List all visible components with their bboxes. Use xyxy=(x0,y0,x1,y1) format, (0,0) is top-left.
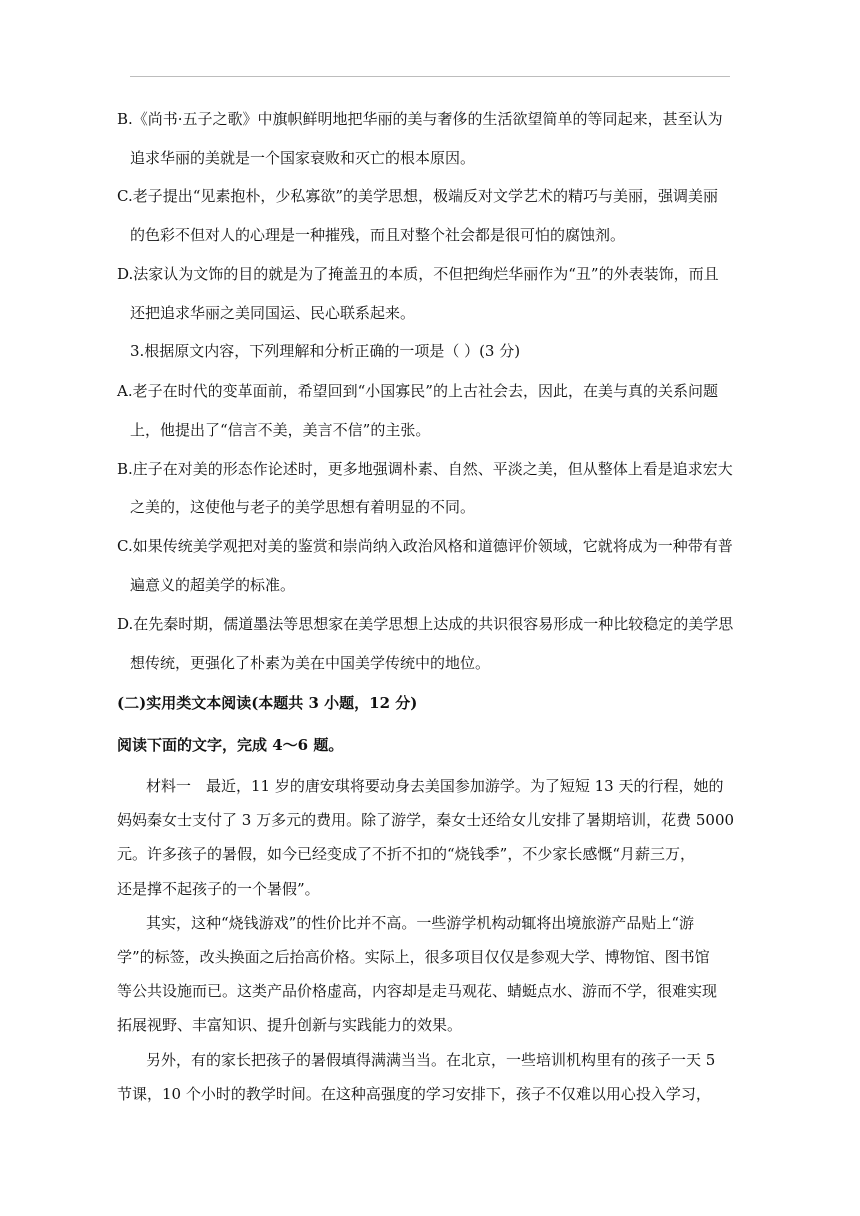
para-2-line-4: 拓展视野、丰富知识、提升创新与实践能力的效果。 xyxy=(117,1016,463,1034)
para-1-line-2: 妈妈秦女士支付了 3 万多元的费用。除了游学，秦女士还给女儿安排了暑期培训，花费 5000 xyxy=(117,811,735,829)
reading-instruction: 阅读下面的文字，完成 4～6 题。 xyxy=(117,736,344,754)
q3-option-b-line-2: 之美的，这使他与老子的美学思想有着明显的不同。 xyxy=(130,498,476,516)
q3-option-c-line-2: 遍意义的超美学的标准。 xyxy=(130,576,296,594)
q3-option-d-line-2: 想传统，更强化了朴素为美在中国美学传统中的地位。 xyxy=(130,654,491,672)
para-2-line-3: 等公共设施而已。这类产品价格虚高，内容却是走马观花、蜻蜓点水、游而不学，很难实现 xyxy=(117,982,718,1000)
section-title: (二)实用类文本阅读(本题共 3 小题，12 分) xyxy=(117,694,418,712)
q3-option-b-line-1: B.庄子在对美的形态作论述时，更多地强调朴素、自然、平淡之美，但从整体上看是追求宏大 xyxy=(117,460,733,478)
q2-option-c-line-1: C.老子提出“见素抱朴，少私寡欲”的美学思想，极端反对文学艺术的精巧与美丽，强调美丽 xyxy=(117,187,719,205)
para-3-line-2: 节课，10 个小时的教学时间。在这种高强度的学习安排下，孩子不仅难以用心投入学习， xyxy=(117,1085,711,1103)
q2-option-d-line-2: 还把追求华丽之美同国运、民心联系起来。 xyxy=(130,304,416,322)
para-1-line-4: 还是撑不起孩子的一个暑假”。 xyxy=(117,880,320,898)
q3-option-c-line-1: C.如果传统美学观把对美的鉴赏和崇尚纳入政治风格和道德评价领域，它就将成为一种带有普 xyxy=(117,537,733,555)
para-1-line-3: 元。许多孩子的暑假，如今已经变成了不折不扣的“烧钱季”，不少家长感慨“月薪三万， xyxy=(117,845,696,863)
para-2-line-1: 其实，这种“烧钱游戏”的性价比并不高。一些游学机构动辄将出境旅游产品贴上“游 xyxy=(146,914,695,932)
q2-option-c-line-2: 的色彩不但对人的心理是一种摧残，而且对整个社会都是很可怕的腐蚀剂。 xyxy=(130,226,626,244)
header-rule xyxy=(130,76,730,77)
q2-option-b-line-1: B.《尚书·五子之歌》中旗帜鲜明地把华丽的美与奢侈的生活欲望简单的等同起来，甚至认为 xyxy=(117,110,723,128)
para-3-line-1: 另外，有的家长把孩子的暑假填得满满当当。在北京，一些培训机构里有的孩子一天 5 xyxy=(146,1051,716,1069)
q3-option-a-line-1: A.老子在时代的变革面前，希望回到“小国寡民”的上古社会去，因此，在美与真的关系问题 xyxy=(117,382,718,400)
para-1-line-1: 材料一 最近，11 岁的唐安琪将要动身去美国参加游学。为了短短 13 天的行程，她的 xyxy=(146,777,724,795)
q3-option-a-line-2: 上，他提出了“信言不美，美言不信”的主张。 xyxy=(130,421,431,439)
question-3-stem: 3.根据原文内容，下列理解和分析正确的一项是（ ）(3 分) xyxy=(130,342,521,360)
q2-option-b-line-2: 追求华丽的美就是一个国家衰败和灭亡的根本原因。 xyxy=(130,149,476,167)
q3-option-d-line-1: D.在先秦时期，儒道墨法等思想家在美学思想上达成的共识很容易形成一种比较稳定的美学思 xyxy=(117,615,734,633)
q2-option-d-line-1: D.法家认为文饰的目的就是为了掩盖丑的本质，不但把绚烂华丽作为“丑”的外表装饰，而且 xyxy=(117,265,719,283)
para-2-line-2: 学”的标签，改头换面之后抬高价格。实际上，很多项目仅仅是参观大学、博物馆、图书馆 xyxy=(117,948,710,966)
